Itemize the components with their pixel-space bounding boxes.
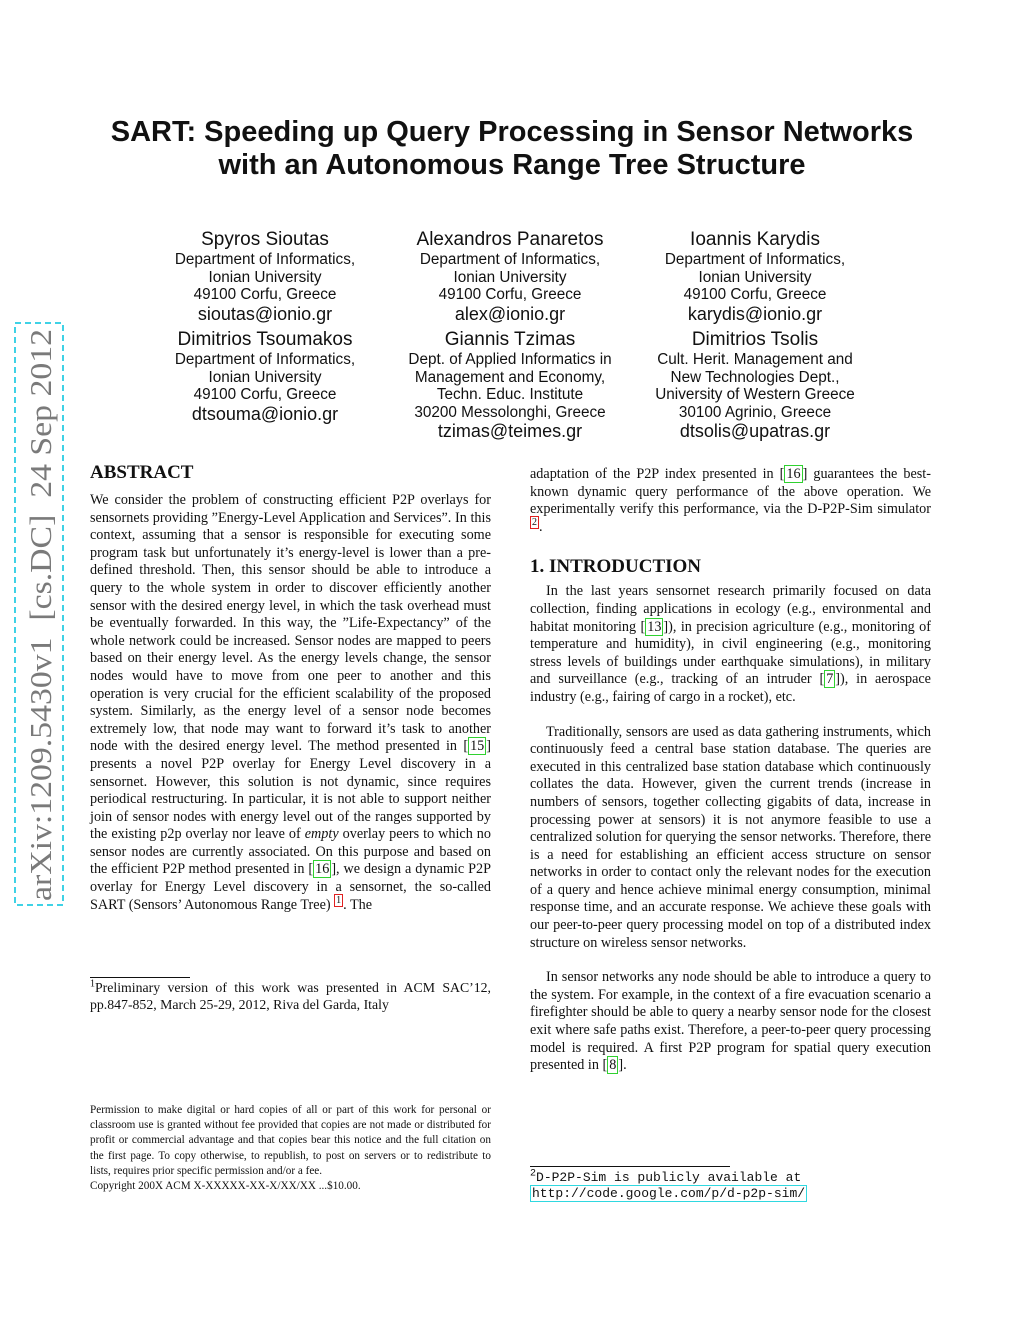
author-affiliation-line: Department of Informatics, <box>664 251 846 268</box>
citation-link-15[interactable]: 15 <box>470 738 485 755</box>
abstract-continuation: adaptation of the P2P index presented in [ 16 ] guarantees the best-known dynamic query performance of the above operation. We experimentally verify this performance, via the D-P2P-Sim simulator $^2$ . <box>530 466 931 535</box>
author-email: tzimas@teimes.gr <box>437 421 583 441</box>
author-email: dtsouma@ionio.gr <box>191 403 339 424</box>
arxiv-identifier-stamp <box>14 322 64 906</box>
footnote-rule <box>90 977 190 978</box>
footnote-1 <box>90 979 491 1013</box>
author-block-5 <box>390 329 630 441</box>
author-affiliation-line: Ionian University <box>208 268 322 286</box>
author-affiliation-line: Management and Economy, <box>414 368 606 386</box>
simulator-url-link[interactable]: http://code.google.com/p/d-p2p-sim/ <box>532 1186 806 1201</box>
intro-p1-text-a: In the last years sensornet research primarily focused on data collection, finding applications in ecology (e.g., environmental and habitat monitoring <box>530 583 931 635</box>
abstract-text-2: presents a novel P2P overlay for Energy Level discovery in a sensornet. However, this solution is not dynamic, since requires periodical restructuring. In particular, it is not able to support neither join of sensor nodes with energy level out of the ranges supported by the existing p2p overlay nor leave of <box>90 755 491 843</box>
author-block-2 <box>390 229 630 324</box>
copyright-line: Copyright 200X ACM X-XXXXX-XX-X/XX/XX ...$10.00. <box>90 1180 361 1193</box>
author-email: dtsolis@upatras.gr <box>679 421 831 441</box>
author-name: Ioannis Karydis <box>690 229 820 250</box>
author-block-3 <box>635 229 875 324</box>
intro-paragraph-2: Traditionally, sensors are used as data gathering instruments, which continuously feed a central base station database. The queries are executed in this centralized base station database which continuously collates the data. However, given the current trends (increase in numbers of sensors, together collecting gigabits of data, increase in processing power at sensors) it is not anymore feasible to use a centralized solution for querying the sensor networks. Therefore, there is a need for establishing an efficient access structure on sensor networks in order to contact only the relevant nodes for the execution of a query and hence achieve minimal energy consumption, minimal response time, and an accurate response. We achieve these goals with our peer-to-peer query processing model on top of a distributed index structure on wireless sensor networks. <box>530 723 931 951</box>
author-name: Dimitrios Tsolis <box>691 329 819 350</box>
author-name: Spyros Sioutas <box>201 229 329 250</box>
author-affiliation-line: Ionian University <box>698 268 812 286</box>
title-line-2: with an Autonomous Range Tree Structure <box>218 149 806 181</box>
left-column <box>90 462 491 914</box>
author-block-4 <box>145 329 385 424</box>
footnote-2-mark: 2 <box>530 1168 537 1180</box>
author-affiliation-line: 49100 Corfu, Greece <box>193 286 337 303</box>
author-affiliation-line: Techn. Educ. Institute <box>436 386 584 403</box>
author-affiliation-line: 30100 Agrinio, Greece <box>678 403 832 421</box>
citation-link-8[interactable]: 8 <box>609 1057 617 1074</box>
author-affiliation-line: 49100 Corfu, Greece <box>683 286 827 303</box>
citation-link-7[interactable]: 7 <box>826 671 834 688</box>
author-email: sioutas@ionio.gr <box>197 303 333 324</box>
author-email: alex@ionio.gr <box>454 303 566 324</box>
footnote-2 <box>530 1170 807 1202</box>
permission-notice <box>90 1103 491 1194</box>
intro-p3-text-a: In sensor networks any node should be able to introduce a query to the system. For example, in the context of a fire evacuation scenario a firefighter should be able to query a nearby sensor node for the closest exit where safe paths exist. Therefore, a peer-to-peer query processing model is required. A first P2P program for spatial query execution presented in <box>530 969 931 1074</box>
abstract-cont-text-3: . <box>539 518 543 535</box>
footnote-1-mark: 1 <box>90 978 95 990</box>
author-block-6 <box>635 329 875 441</box>
author-affiliation-line: New Technologies Dept., <box>670 368 840 386</box>
author-name: Giannis Tzimas <box>444 329 576 350</box>
abstract-body: We consider the problem of constructing efficient P2P overlays for sensornets providing ”Energy-Level Application and Services”. In this context, assuming that a sensor is responsible for executing some program task but unfortunately it’s energy-level is lower than a pre-defined threshold. Then, this sensor should be able to introduce a query to the whole system in order to discover efficiently another sensor with the desired energy level, in which the task overhead must be eventually forwarded. In this way, the ”Life-Expectancy” of the whole network could be increased. Sensor nodes are mapped to peers based on their energy level. As the energy levels change, the sensor nodes would have to move from one peer to another and this operation is very crucial for the efficient scalability of the proposed system. Similarly, as the energy level of a sensor node becomes extremely low, that node may want to forward it’s task to another node with the desired energy level. The method presented in [ 15 ] presents a novel P2P overlay for Energy Level discovery in a sensornet. However, this solution is not dynamic, since requires periodical restructuring. In particular, it is not able to support neither join of sensor nodes with energy level out of the ranges supported by the existing p2p overlay nor leave of empty overlay peers to which no sensor nodes are currently associated. On this purpose and based on the efficient P2P method presented in [ 16 ], we design a dynamic P2P overlay for Energy Level discovery in a sensornet, the so-called SART (Sensors’ Autonomous Range Tree) $^1$ . The <box>90 492 491 913</box>
author-affiliation-line: Ionian University <box>453 268 567 286</box>
intro-paragraph-3: In sensor networks any node should be able to introduce a query to the system. For example, in the context of a fire evacuation scenario a firefighter should be able to query a nearby sensor node for the closest exit where safe paths exist. Therefore, a peer-to-peer query processing model is required. A first P2P program for spatial query execution presented in [ 8 ]. <box>530 969 931 1074</box>
title-line-1: SART: Speeding up Query Processing in Sensor Networks <box>110 116 914 148</box>
abstract-emphasis: empty <box>304 826 339 843</box>
intro-p3-text-b: . <box>623 1057 627 1074</box>
footnote-mark-1[interactable]: 1 <box>336 894 342 906</box>
arxiv-id-text: arXiv:1209.5430v1 [cs.DC] 24 Sep 2012 <box>23 375 58 901</box>
abstract-text-1: We consider the problem of constructing efficient P2P overlays for sensornets providing ”Energy-Level Application and Services”. In this context, assuming that a sensor is responsible for executing some program task but unfortunately it’s energy-level is lower than a pre-defined threshold. Then, this sensor should be able to introduce a query to the whole system in order to discover efficiently another sensor with the desired energy level, in which the task overhead must be eventually forwarded. In this way, the ”Life-Expectancy” of the whole network could be increased. Sensor nodes are mapped to peers based on their energy level. As the energy levels change, the sensor nodes would have to move from one peer to another and this operation is very crucial for the efficient scalability of the proposed system. Similarly, as the energy level of a sensor node becomes extremely low, that node may want to forward it’s task to another node with the desired energy level. The method presented in <box>90 492 491 755</box>
introduction-heading: 1. INTRODUCTION <box>530 556 702 578</box>
abstract-text-4: , we design a dynamic P2P overlay for Energy Level discovery in a sensornet, the so-called SART (Sensors’ Autonomous Range Tree) <box>90 861 491 913</box>
footnote-mark-2[interactable]: 2 <box>532 517 537 529</box>
author-affiliation-line: Dept. of Applied Informatics in <box>408 351 612 368</box>
author-name: Dimitrios Tsoumakos <box>177 329 353 350</box>
author-affiliation-line: Cult. Herit. Management and <box>657 351 853 368</box>
author-name: Alexandros Panaretos <box>416 229 604 250</box>
intro-paragraph-1: In the last years sensornet research primarily focused on data collection, finding applications in ecology (e.g., environmental and habitat monitoring [ 13 ]), in precision agriculture (e.g., monitoring of temperature and humidity), in civil engineering (e.g., monitoring stress levels of buildings under earthquake simulations), in military and surveillance (e.g., tracking of an intruder [ 7 ]), in aerospace industry (e.g., fairing of cargo in a rocket), etc. <box>530 583 931 705</box>
author-affiliation-line: Department of Informatics, <box>419 251 601 268</box>
right-column <box>530 466 931 1075</box>
author-block-1 <box>145 229 385 324</box>
abstract-cont-text-1: adaptation of the P2P index presented in <box>530 466 774 482</box>
author-affiliation-line: 49100 Corfu, Greece <box>193 386 337 403</box>
abstract-cont-text-2: guarantees the best-known dynamic query performance of the above operation. We experimentally verify this performance, via the D-P2P-Sim simulator <box>530 466 931 518</box>
citation-link-16[interactable]: 16 <box>786 466 801 482</box>
abstract-text-5: . The <box>343 896 373 913</box>
author-affiliation-line: Department of Informatics, <box>174 351 356 368</box>
intro-p1-text-c: ), in aerospace industry (e.g., fairing of cargo in a rocket), etc. <box>530 671 931 705</box>
intro-p1-text-b: ), in precision agriculture (e.g., monitoring of temperature and humidity), in civil engineering (e.g., monitoring stress levels of buildings under earthquake simulations), in military and surveillance (e.g., tracking of an intruder <box>530 618 931 688</box>
footnote-2-text: D-P2P-Sim is publicly available at <box>536 1170 802 1185</box>
paper-title <box>80 116 944 182</box>
author-affiliation-line: 30200 Messolonghi, Greece <box>414 403 606 421</box>
author-affiliation-line: Ionian University <box>208 368 322 386</box>
citation-link-16[interactable]: 16 <box>315 861 330 878</box>
abstract-text-3: overlay peers to which no sensor nodes are currently associated. On this purpose and based on the efficient P2P method presented in <box>90 826 491 878</box>
permission-text: Permission to make digital or hard copies of all or part of this work for personal or classroom use is granted without fee provided that copies are not made or distributed for profit or commercial advantage and that copies bear this notice and the full citation on the first page. To copy otherwise, to republish, to post on servers or to redistribute to lists, requires prior specific permission and/or a fee. <box>90 1104 491 1177</box>
footnote-rule <box>530 1166 730 1167</box>
author-email: karydis@ionio.gr <box>687 303 823 324</box>
footnote-1-text: Preliminary version of this work was presented in ACM SAC’12, pp.847-852, March 25-29, 2012, Riva del Garda, Italy <box>90 980 491 1012</box>
author-affiliation-line: Department of Informatics, <box>174 251 356 268</box>
abstract-heading: ABSTRACT <box>90 462 194 483</box>
author-affiliation-line: University of Western Greece <box>655 386 855 403</box>
citation-link-13[interactable]: 13 <box>647 618 662 635</box>
author-affiliation-line: 49100 Corfu, Greece <box>438 286 582 303</box>
